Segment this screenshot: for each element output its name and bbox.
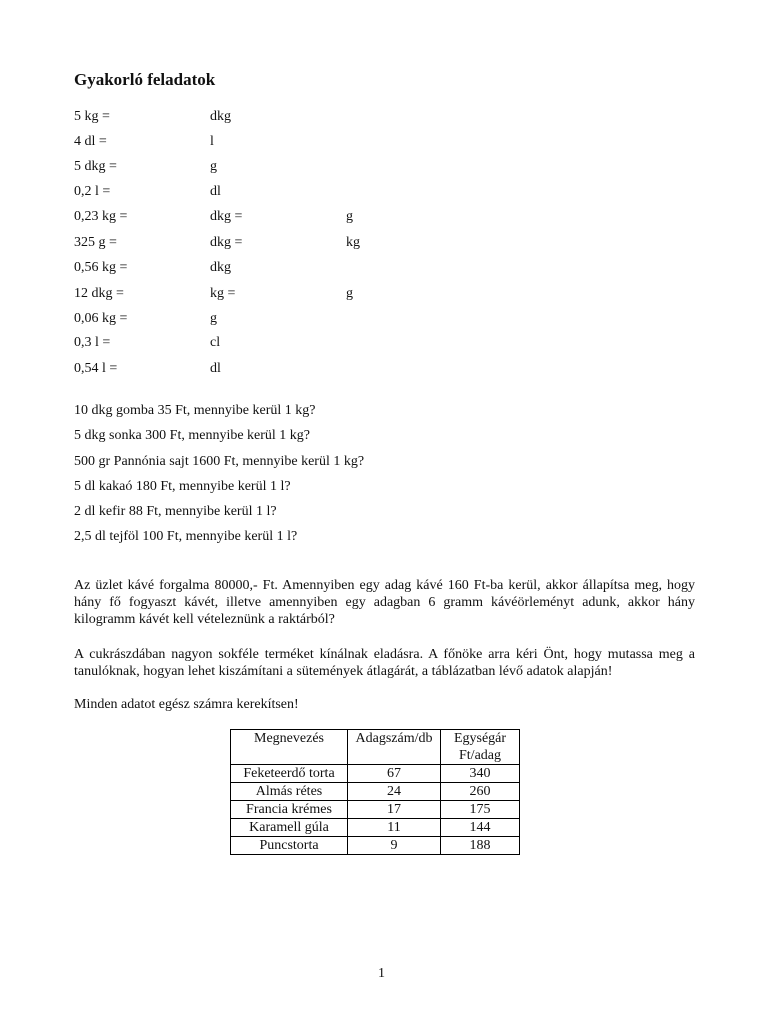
conv-5-mid: dkg = — [210, 209, 243, 224]
price-question: 500 gr Pannónia sajt 1600 Ft, mennyibe kerül 1 kg? — [74, 454, 365, 469]
table-row — [231, 765, 520, 783]
page-title: Gyakorló feladatok — [74, 70, 216, 89]
rounding-instruction: Minden adatot egész számra kerekítsen! — [74, 697, 299, 712]
conv-3-left: 5 dkg = — [74, 159, 117, 174]
cell-name: Puncstorta — [231, 837, 348, 855]
conv-4-left: 0,2 l = — [74, 184, 111, 199]
table-header-row — [231, 730, 520, 765]
conv-7-left: 0,56 kg = — [74, 260, 128, 275]
conv-5-left: 0,23 kg = — [74, 209, 128, 224]
cell-price: 340 — [441, 765, 520, 783]
pastry-problem-paragraph: A cukrászdában nagyon sokféle terméket kínálnak eladásra. A főnöke arra kéri Önt, hogy mutassa meg a tanulóknak, hogyan lehet kiszámítani a sütemények átlagárát, a táblázatban lévő adatok alapján! — [74, 647, 695, 679]
cell-portions: 17 — [348, 801, 441, 819]
conv-3-mid: g — [210, 159, 217, 174]
table-row — [231, 801, 520, 819]
table-row — [231, 819, 520, 837]
col-header-name: Megnevezés — [231, 730, 348, 765]
conv-2-left: 4 dl = — [74, 134, 107, 149]
conv-5-right: g — [346, 209, 353, 224]
conv-10-left: 0,3 l = — [74, 335, 111, 350]
cell-name: Francia krémes — [231, 801, 348, 819]
conv-1-left: 5 kg = — [74, 109, 110, 124]
cell-name: Almás rétes — [231, 783, 348, 801]
conv-11-mid: dl — [210, 361, 221, 376]
table-row — [231, 837, 520, 855]
page-number: 1 — [378, 966, 385, 981]
cell-price: 188 — [441, 837, 520, 855]
conv-6-left: 325 g = — [74, 235, 117, 250]
cell-portions: 67 — [348, 765, 441, 783]
conv-1-mid: dkg — [210, 109, 231, 124]
conv-7-mid: dkg — [210, 260, 231, 275]
conv-2-mid: l — [210, 134, 214, 149]
cell-price: 260 — [441, 783, 520, 801]
conv-8-right: g — [346, 286, 353, 301]
col-header-unit-price: Egységár Ft/adag — [441, 730, 520, 765]
cell-portions: 9 — [348, 837, 441, 855]
price-question: 2,5 dl tejföl 100 Ft, mennyibe kerül 1 l? — [74, 529, 298, 544]
cell-portions: 24 — [348, 783, 441, 801]
price-question: 5 dkg sonka 300 Ft, mennyibe kerül 1 kg? — [74, 428, 311, 443]
conv-9-mid: g — [210, 311, 217, 326]
price-question: 10 dkg gomba 35 Ft, mennyibe kerül 1 kg? — [74, 403, 316, 418]
conv-6-right: kg — [346, 235, 360, 250]
conv-4-mid: dl — [210, 184, 221, 199]
cell-name: Feketeerdő torta — [231, 765, 348, 783]
cell-portions: 11 — [348, 819, 441, 837]
cell-name: Karamell gúla — [231, 819, 348, 837]
conv-8-mid: kg = — [210, 286, 236, 301]
conv-11-left: 0,54 l = — [74, 361, 118, 376]
price-question: 5 dl kakaó 180 Ft, mennyibe kerül 1 l? — [74, 479, 291, 494]
col-header-portions: Adagszám/db — [348, 730, 441, 765]
coffee-problem-paragraph: Az üzlet kávé forgalma 80000,- Ft. Amennyiben egy adag kávé 160 Ft-ba kerül, akkor állapítsa meg, hogy hány fő fogyaszt kávét, illetve amennyiben egy adagban 6 gramm kávéörleményt adunk, akkor hány kilogramm kávét kell vételeznünk a raktárból? — [74, 578, 695, 627]
conv-9-left: 0,06 kg = — [74, 311, 128, 326]
table-row — [231, 783, 520, 801]
price-question: 2 dl kefir 88 Ft, mennyibe kerül 1 l? — [74, 504, 277, 519]
cell-price: 144 — [441, 819, 520, 837]
cell-price: 175 — [441, 801, 520, 819]
conv-6-mid: dkg = — [210, 235, 243, 250]
conv-8-left: 12 dkg = — [74, 286, 124, 301]
pastry-table — [230, 729, 520, 855]
conv-10-mid: cl — [210, 335, 221, 350]
